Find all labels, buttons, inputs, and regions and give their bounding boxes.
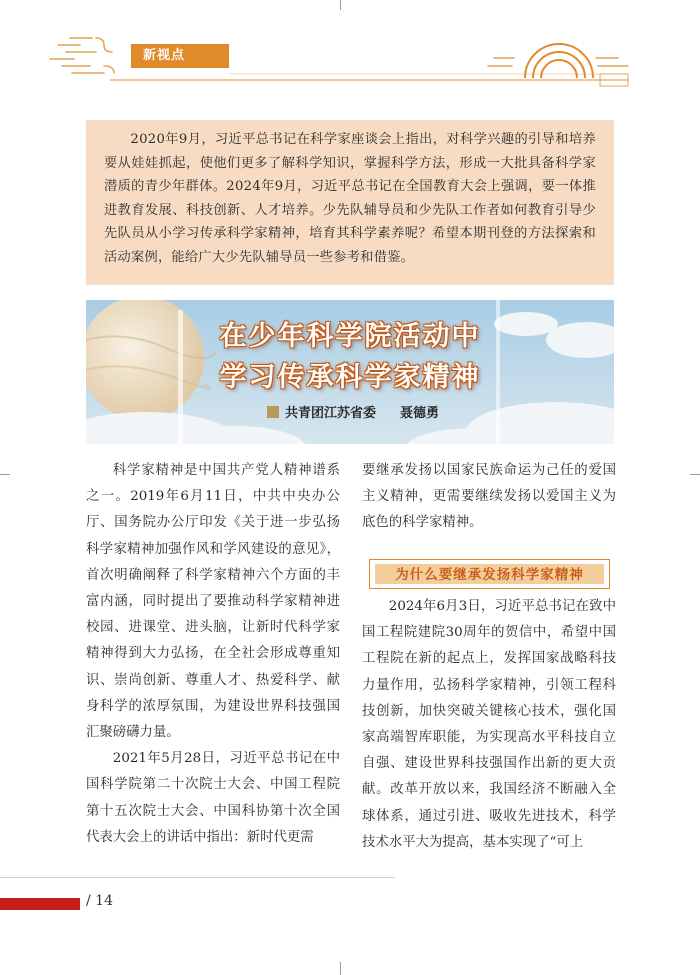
body-column-right — [362, 594, 616, 856]
body-paragraph: 要继承发扬以国家民族命运为己任的爱国主义精神，更需要继续发扬以爱国主义为底色的科学家精神。 — [362, 463, 616, 531]
body-paragraph: 2021年5月28日，习近平总书记在中国科学院第二十次院士大会、中国工程院第十五次院士大会、中国科协第十次全国代表大会上的讲话中指出：新时代更需 — [86, 751, 340, 845]
subheading-fill — [375, 564, 604, 584]
editor-note-text: 2020年9月，习近平总书记在科学家座谈会上指出，对科学兴趣的引导和培养要从娃娃抓起，使他们更多了解科学知识，掌握科学方法，形成一大批具备科学家潜质的青少年群体。2024年9月，习近平总书记在全国教育大会上强调，要一体推进教育发展、科技创新、人才培养。少先队辅导员和少先队工作者如何教育引导少先队员从小学习传承科学家精神，培育其科学素养呢？希望本期刊登的方法探索和活动案例，能给广大少先队辅导员一些参考和借鉴。 — [104, 132, 596, 265]
article-title-line2: 学习传承科学家精神 — [219, 362, 481, 393]
author-org: 共青团江苏省委 — [285, 406, 377, 421]
subheading: 为什么要继承发扬科学家精神 — [395, 567, 584, 583]
body-column-left — [86, 458, 340, 851]
header-ornament — [0, 0, 700, 110]
byline-square-icon — [267, 406, 279, 418]
crop-mark — [0, 474, 10, 475]
footer-divider — [0, 877, 395, 878]
crop-mark — [340, 962, 341, 975]
crop-mark — [340, 0, 341, 10]
body-paragraph: 2024年6月3日，习近平总书记在致中国工程院建院30周年的贺信中，希望中国工程院在新的起点上，发挥国家战略科技力量作用，弘扬科学家精神，引领工程科技创新，加快突破关键核心技术，强化国家高端智库职能，为实现高水平科技自立自强、建设世界科技强国作出新的更大贡献。改革开放以来，我国经济不断融入全球体系，通过引进、吸收先进技术，科学技术水平大为提高，基本实现了“可上 — [362, 599, 616, 850]
subheading-box — [369, 559, 610, 589]
author-byline — [267, 402, 439, 421]
section-tag: 新视点 — [131, 44, 229, 68]
crop-mark — [690, 474, 700, 475]
article-title-line1: 在少年科学院活动中 — [219, 321, 481, 352]
author-name: 聂德勇 — [400, 406, 440, 421]
body-column-right-continued — [362, 458, 616, 537]
editor-note-box — [86, 120, 614, 285]
footer-red-bar — [0, 898, 80, 910]
page-number: / 14 — [86, 893, 113, 909]
body-paragraph: 科学家精神是中国共产党人精神谱系之一。2019年6月11日，中共中央办公厅、国务院办公厅印发《关于进一步弘扬科学家精神加强作风和学风建设的意见》，首次明确阐释了科学家精神六个方面的丰富内涵，同时提出了要推动科学家精神进校园、进课堂、进头脑，让新时代科学家精神得到大力弘扬，在全社会形成尊重知识、崇尚创新、尊重人才、热爱科学、献身科学的浓厚氛围，为建设世界科技强国汇聚磅礴力量。 — [86, 463, 340, 741]
article-banner — [86, 300, 614, 444]
